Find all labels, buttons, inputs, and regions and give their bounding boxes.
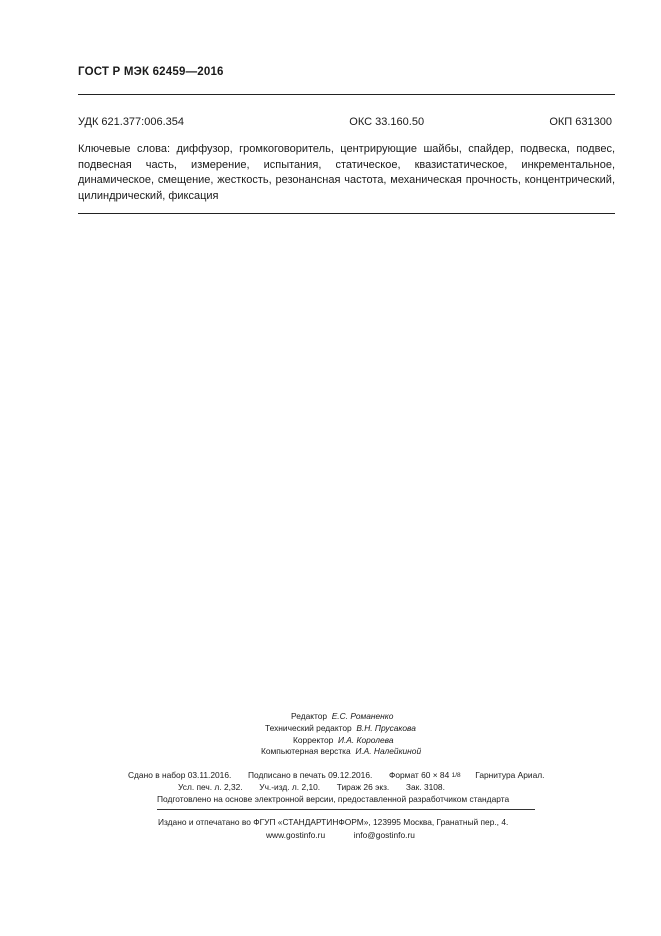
imprint-line-3: Подготовлено на основе электронной версии, предоставленной разработчиком стандарта <box>157 794 510 804</box>
layout-label: Компьютерная верстка <box>261 746 351 756</box>
typeface: Гарнитура Ариал. <box>475 770 545 780</box>
editor-line <box>291 711 393 721</box>
corrector-label: Корректор <box>293 735 334 745</box>
okp-code: ОКП 631300 <box>549 116 612 128</box>
publisher-sheets: Уч.-изд. л. 2,10. <box>259 782 321 792</box>
corrector-name: И.А. Королева <box>337 735 394 745</box>
format-fraction: 1/8 <box>451 772 461 779</box>
contacts-line <box>266 830 415 840</box>
udk-code: УДК 621.377:006.354 <box>78 116 184 128</box>
imprint-line-2 <box>178 782 445 792</box>
corrector-line <box>293 735 394 745</box>
publisher-line: Издано и отпечатано во ФГУП «СТАНДАРТИНФОРМ», 123995 Москва, Гранатный пер., 4. <box>158 817 509 827</box>
order-number: Зак. 3108. <box>405 782 445 792</box>
format: Формат 60 × 84 <box>389 770 450 780</box>
email-link[interactable]: info@gostinfo.ru <box>353 830 415 840</box>
imprint-line-1 <box>128 770 544 780</box>
tech-editor-line <box>265 723 416 733</box>
oks-code: ОКС 33.160.50 <box>349 116 425 128</box>
layout-name: И.А. Налейкиной <box>355 746 422 756</box>
layout-line <box>261 746 421 756</box>
typeset-date: Сдано в набор 03.11.2016. <box>128 770 232 780</box>
header-rule <box>78 94 615 95</box>
classification-codes <box>78 116 612 128</box>
editor-label: Редактор <box>291 711 328 721</box>
website-link[interactable]: www.gostinfo.ru <box>266 830 326 840</box>
editor-name: Е.С. Романенко <box>331 711 394 721</box>
tech-editor-label: Технический редактор <box>265 723 352 733</box>
tech-editor-name: В.Н. Прусакова <box>356 723 416 733</box>
document-header: ГОСТ Р МЭК 62459—2016 <box>78 66 224 78</box>
print-date: Подписано в печать 09.12.2016. <box>247 770 373 780</box>
keywords-rule <box>78 213 615 214</box>
printed-sheets: Усл. печ. л. 2,32. <box>178 782 243 792</box>
print-run: Тираж 26 экз. <box>336 782 390 792</box>
imprint-rule <box>157 809 535 810</box>
keywords-paragraph: Ключевые слова: диффузор, громкоговоритель, центрирующие шайбы, спайдер, подвеска, подвес, подвесная часть, измерение, испытания, статическое, квазистатическое, инкрементальное, динамическое, смещение, жесткость, резонансная частота, механическая прочность, концентрический, цилиндрический, фиксация <box>78 143 615 202</box>
